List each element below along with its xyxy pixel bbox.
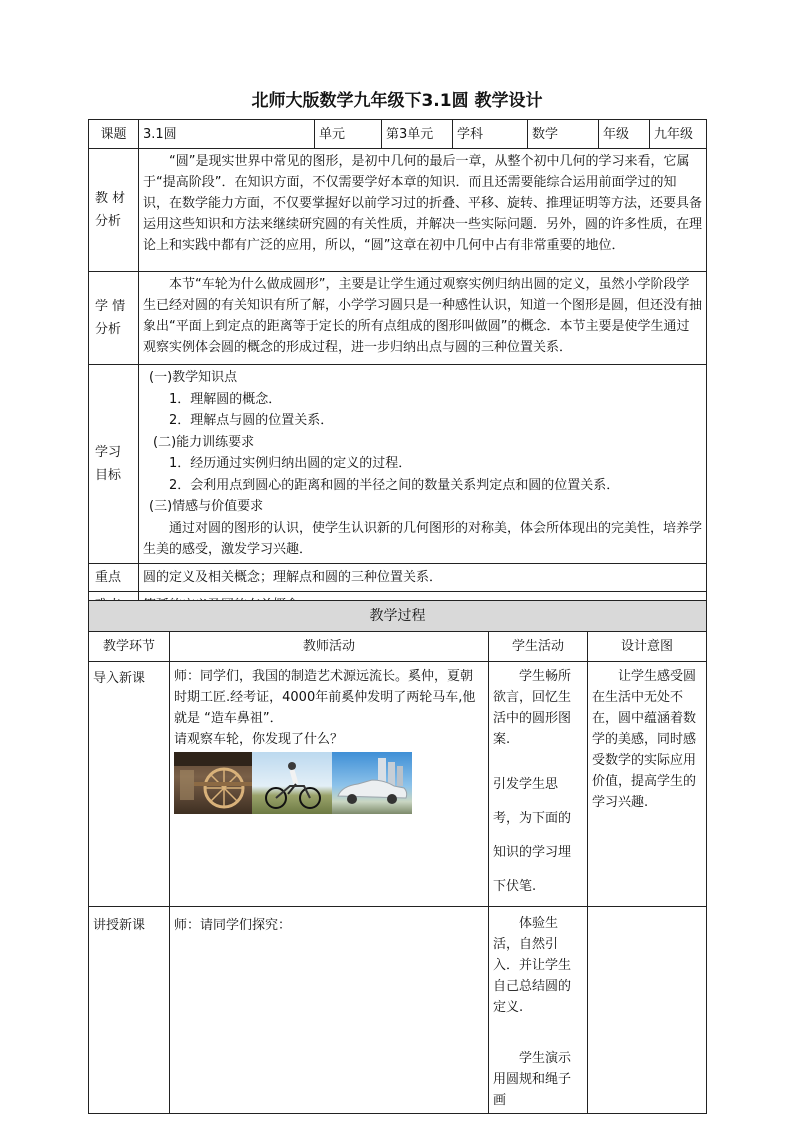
subject-value: 数学	[528, 120, 599, 149]
car-photo	[332, 752, 412, 814]
intro-intent: 让学生感受圆在生活中无处不在，圆中蕴涵着数学的美感，同时感受数学的实际应用价值，提高学生的学习兴趣.	[588, 662, 707, 907]
lecture-teacher: 师：请同学们探究：	[170, 907, 489, 1114]
lecture-stage: 讲授新课	[89, 907, 170, 1114]
lecture-intent	[588, 907, 707, 1114]
material-text: “圆”是现实世界中常见的图形，是初中几何的最后一章，从整个初中几何的学习来看，它属于“提高阶段”．在知识方面，不仅需要学好本章的知识．而且还需要能综合运用前面学过的知识，在数学能力方面，不仅要掌握好以前学习过的折叠、平移、旋转、推理证明等方法，还要具备运用这些知识和方法来继续研究圆的有关性质，并解决一些实际问题．另外，圆的许多性质，在理论上和实践中都有广泛的应用，所以，“圆”这章在初中几何中占有非常重要的地位．	[139, 149, 707, 272]
lecture-student: 体验生活，自然引入．并让学生自己总结圆的定义. 学生演示用圆规和绳子画	[489, 907, 588, 1114]
col-teacher: 教师活动	[170, 632, 489, 662]
unit-value: 第3单元	[382, 120, 453, 149]
material-label: 教 材 分析	[89, 149, 139, 272]
grade-value: 九年级	[650, 120, 707, 149]
intro-photos	[174, 752, 484, 814]
key-point-row	[89, 563, 707, 591]
process-table	[88, 600, 707, 1114]
process-heading-row	[89, 601, 707, 632]
lecture-row	[89, 907, 707, 1114]
goals-content: (一)教学知识点 1．理解圆的概念． 2．理解点与圆的位置关系． (二)能力训练要求 1．经历通过实例归纳出圆的定义的过程． 2．会利用点到圆心的距离和圆的半径之间的数量关系判定点和圆的位置关系． (三)情感与价值要求 通过对圆的图形的认识，使学生认识新的几何图形的对称美，体会所体现出的完美性，培养学生美的感受，激发学习兴趣．	[139, 365, 707, 564]
students-label: 学 情 分析	[89, 272, 139, 365]
subject-label: 学科	[453, 120, 528, 149]
chariot-photo	[174, 752, 252, 814]
key-point-text: 圆的定义及相关概念；理解点和圆的三种位置关系．	[139, 563, 707, 591]
material-row	[89, 149, 707, 272]
info-table	[88, 119, 707, 620]
process-heading: 教学过程	[89, 601, 707, 632]
bicycle-icon	[252, 752, 332, 814]
intro-row	[89, 662, 707, 907]
process-columns-row	[89, 632, 707, 662]
students-text: 本节“车轮为什么做成圆形”，主要是让学生通过观察实例归纳出圆的定义，虽然小学阶段学生已经对圆的有关知识有所了解，小学学习圆只是一种感性认识，知道一个图形是圆，但还没有抽象出“平面上到定点的距离等于定长的所有点组成的图形叫做圆”的概念．本节主要是使学生通过观察实例体会圆的概念的形成过程，进一步归纳出点与圆的三种位置关系．	[139, 272, 707, 365]
header-row	[89, 120, 707, 149]
intro-student: 学生畅所欲言，回忆生活中的圆形图案. 引发学生思考，为下面的知识的学习埋下伏笔.	[489, 662, 588, 907]
col-intent: 设计意图	[588, 632, 707, 662]
topic-label: 课题	[89, 120, 139, 149]
grade-label: 年级	[599, 120, 650, 149]
car-icon	[332, 752, 412, 814]
students-row	[89, 272, 707, 365]
goals-row	[89, 365, 707, 564]
goals-label: 学习 目标	[89, 365, 139, 564]
col-student: 学生活动	[489, 632, 588, 662]
col-stage: 教学环节	[89, 632, 170, 662]
chariot-wheel-icon	[174, 752, 252, 814]
topic-value: 3.1圆	[139, 120, 315, 149]
bicycle-photo	[252, 752, 332, 814]
page-title: 北师大版数学九年级下3.1圆 教学设计	[251, 91, 543, 111]
intro-teacher: 师：同学们，我国的制造艺术源远流长。奚仲，夏朝时期工匠.经考证，4000年前奚仲发明了两轮马车,他就是 “造车鼻祖”． 请观察车轮，你发现了什么？	[170, 662, 489, 907]
intro-stage: 导入新课	[89, 662, 170, 907]
unit-label: 单元	[315, 120, 382, 149]
key-point-label: 重点	[89, 563, 139, 591]
